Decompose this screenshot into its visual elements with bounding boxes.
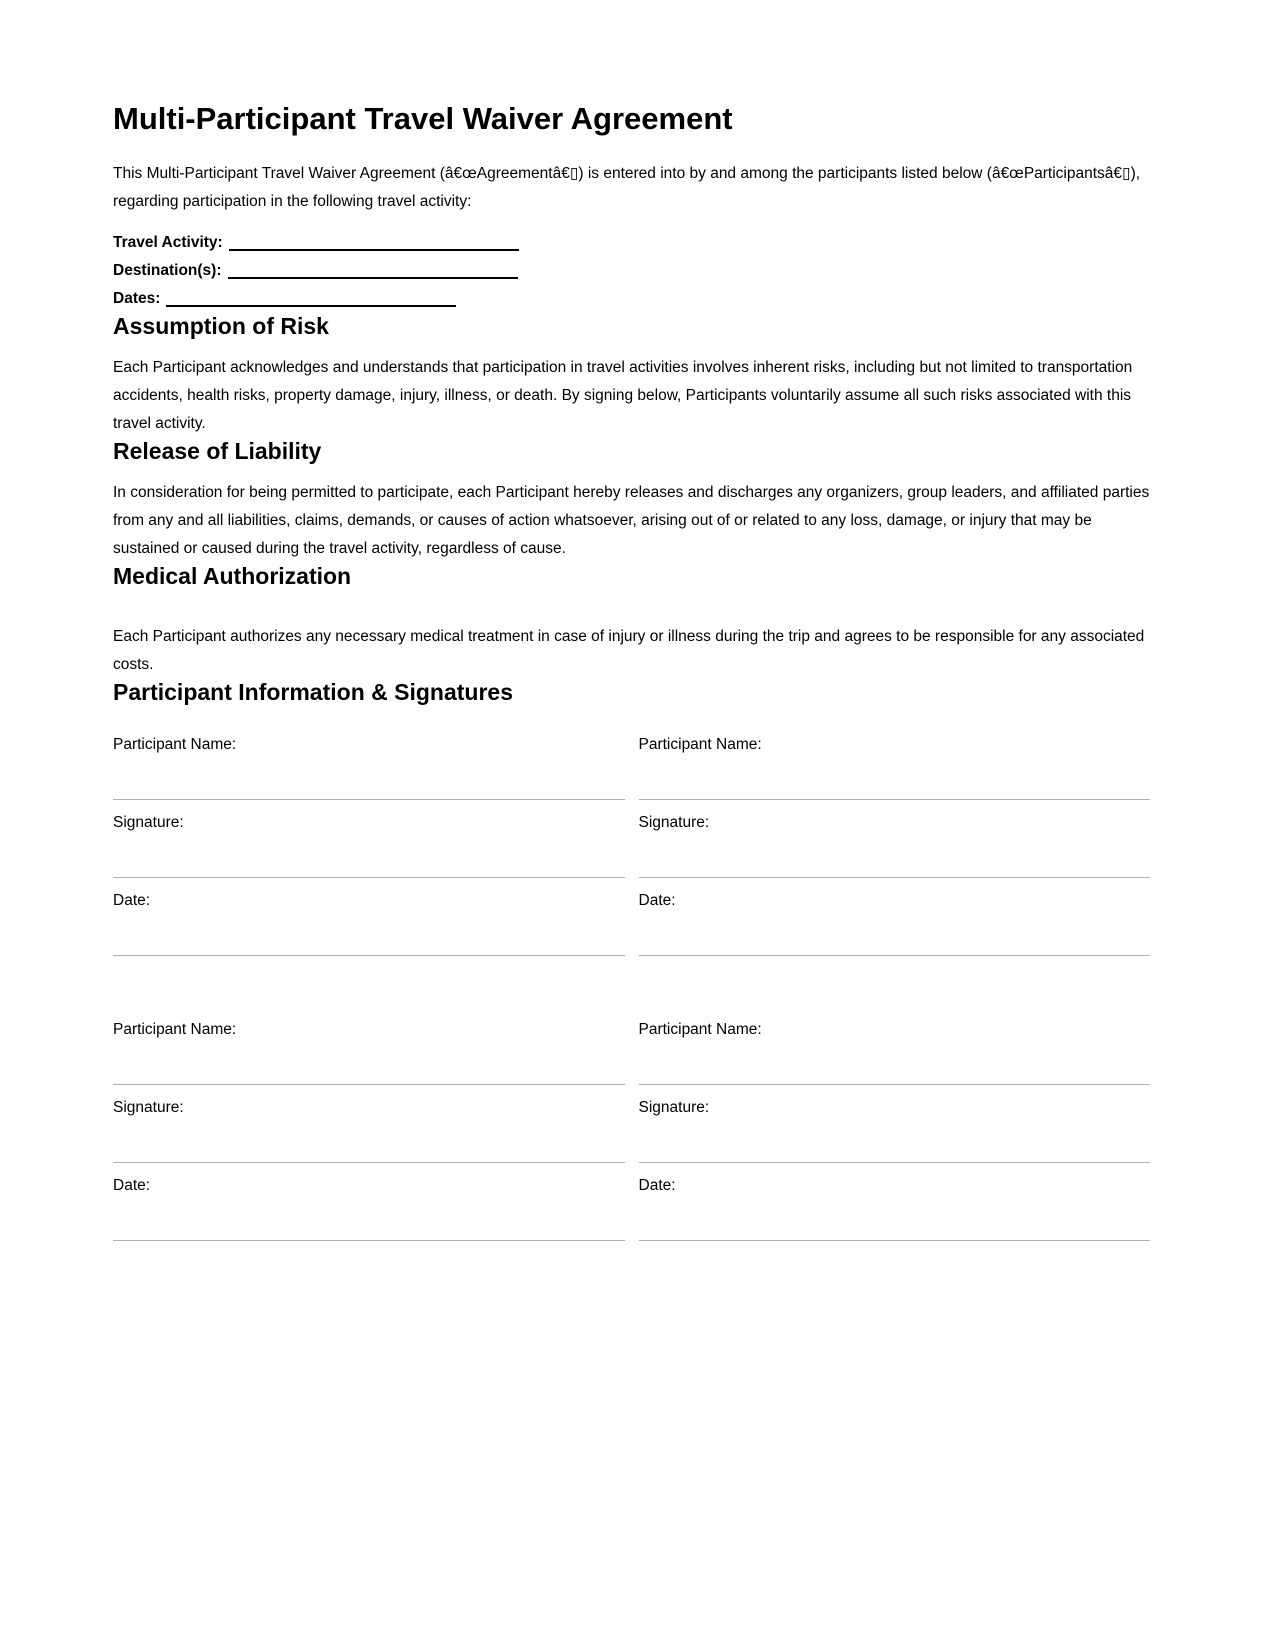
date-line — [639, 1240, 1151, 1241]
participant-name-field — [113, 735, 625, 800]
heading-release-of-liability: Release of Liability — [113, 438, 322, 464]
heading-participant-signatures: Participant Information & Signatures — [113, 679, 513, 705]
signature-line — [113, 1162, 625, 1163]
release-of-liability-paragraph: In consideration for being permitted to participate, each Participant hereby releases and discharges any organizers, group leaders, and affiliated parties from any and all liabilities, claims, demands, or causes of action whatsoever, arising out of or related to any loss, damage, or injury that may be sustained or caused during the travel activity, regardless of cause. — [113, 484, 1150, 557]
trip-fields — [113, 229, 1150, 313]
participant-name-label: Participant Name: — [638, 736, 762, 753]
participant-name-label: Participant Name: — [113, 1021, 237, 1038]
date-label: Date: — [638, 892, 676, 909]
signature-field — [639, 1098, 1151, 1163]
date-label: Date: — [638, 1177, 676, 1194]
dates-label: Dates: — [113, 290, 161, 307]
signature-label: Signature: — [113, 814, 184, 831]
participant-block-2 — [639, 735, 1151, 969]
document-title: Multi-Participant Travel Waiver Agreement — [113, 101, 733, 136]
date-field — [639, 1176, 1151, 1241]
signature-line — [113, 877, 625, 878]
participant-name-label: Participant Name: — [113, 736, 237, 753]
participant-name-field — [639, 735, 1151, 800]
date-label: Date: — [113, 892, 151, 909]
participant-name-line — [113, 1084, 625, 1085]
heading-medical-authorization: Medical Authorization — [113, 563, 352, 589]
field-dates — [113, 285, 1150, 313]
field-travel-activity — [113, 229, 1150, 257]
signature-field — [113, 1098, 625, 1163]
signature-label: Signature: — [113, 1099, 184, 1116]
participant-block-1 — [113, 735, 625, 969]
participant-name-label: Participant Name: — [638, 1021, 762, 1038]
signature-field — [639, 813, 1151, 878]
participant-block-4 — [639, 1020, 1151, 1254]
date-field — [113, 891, 625, 956]
participant-name-line — [639, 799, 1151, 800]
signature-grid — [113, 735, 1150, 1254]
participant-name-field — [639, 1020, 1151, 1085]
field-destinations — [113, 257, 1150, 285]
signature-label: Signature: — [638, 814, 710, 831]
date-field — [113, 1176, 625, 1241]
participant-name-field — [113, 1020, 625, 1085]
date-label: Date: — [113, 1177, 151, 1194]
assumption-of-risk-paragraph: Each Participant acknowledges and understands that participation in travel activities involves inherent risks, including but not limited to transportation accidents, health risks, property damage, injury, illness, or death. By signing below, Participants voluntarily assume all such risks associated with this travel activity. — [113, 359, 1133, 432]
signature-field — [113, 813, 625, 878]
destinations-label: Destination(s): — [113, 262, 222, 279]
dates-blank-line — [166, 303, 456, 307]
signature-label: Signature: — [638, 1099, 710, 1116]
destinations-blank-line — [228, 275, 518, 279]
signature-line — [639, 1162, 1151, 1163]
medical-authorization-paragraph: Each Participant authorizes any necessary medical treatment in case of injury or illness during the trip and agrees to be responsible for any associated costs. — [113, 628, 1145, 673]
travel-activity-blank-line — [229, 247, 519, 251]
date-field — [639, 891, 1151, 956]
signature-line — [639, 877, 1151, 878]
heading-assumption-of-risk: Assumption of Risk — [113, 313, 329, 339]
participant-block-3 — [113, 1020, 625, 1254]
date-line — [113, 1240, 625, 1241]
date-line — [639, 955, 1151, 956]
date-line — [113, 955, 625, 956]
travel-activity-label: Travel Activity: — [113, 234, 223, 251]
participant-name-line — [113, 799, 625, 800]
intro-paragraph: This Multi-Participant Travel Waiver Agreement (â€œAgreementâ€▯) is entered into by and among the participants listed below (â€œParticipantsâ€▯), regarding participation in the following travel activity: — [113, 165, 1141, 210]
participant-name-line — [639, 1084, 1151, 1085]
